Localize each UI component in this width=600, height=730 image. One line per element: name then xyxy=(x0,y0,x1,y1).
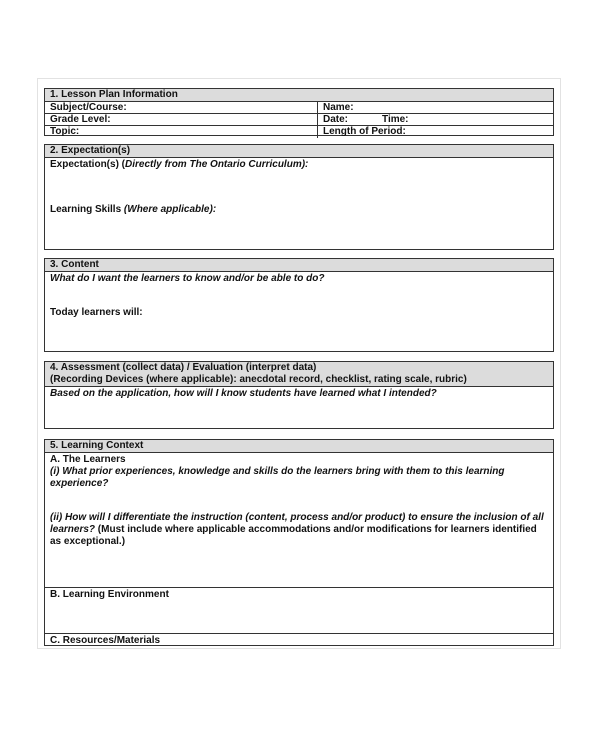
section-learning-context xyxy=(44,439,554,646)
info-row-3 xyxy=(45,126,553,138)
assessment-header-line-2: (Recording Devices (where applicable): anecdotal record, checklist, rating scale, rubric) xyxy=(50,374,467,385)
subject-course-label: Subject/Course: xyxy=(45,102,318,113)
prior-experiences-question: (i) What prior experiences, knowledge and skills do the learners bring with them to this learning experience? xyxy=(50,466,505,489)
section-lesson-plan-information xyxy=(44,88,554,136)
section-2-header: 2. Expectation(s) xyxy=(45,145,553,158)
info-row-1 xyxy=(45,102,553,114)
section-4-header xyxy=(45,362,553,387)
section-3-header: 3. Content xyxy=(45,259,553,272)
section-content xyxy=(44,258,554,352)
date-label: Date: xyxy=(323,114,349,125)
time-label: Time: xyxy=(382,114,409,125)
content-question: What do I want the learners to know and/or be able to do? xyxy=(50,273,325,284)
learners-title: A. The Learners xyxy=(50,454,126,465)
learning-skills-prompt: Learning Skills (Where applicable): xyxy=(50,204,217,215)
section-assessment xyxy=(44,361,554,429)
section-1-header: 1. Lesson Plan Information xyxy=(45,89,553,102)
expectations-body xyxy=(45,158,553,216)
resources-subsection xyxy=(45,633,553,647)
resources-materials-title: C. Resources/Materials xyxy=(50,635,161,646)
learning-environment-subsection xyxy=(45,587,553,633)
date-time-labels xyxy=(318,114,553,125)
assessment-body xyxy=(45,387,553,400)
assessment-question: Based on the application, how will I know students have learned what I intended? xyxy=(50,388,437,399)
name-label: Name: xyxy=(323,102,354,113)
info-row-2 xyxy=(45,114,553,126)
differentiation-question: (ii) How will I differentiate the instruction (content, process and/or product) to ensure the inclusion of all learners? (Must include where applicable accommodations and/or modifications for learners identified as exceptional.) xyxy=(50,512,544,547)
content-body xyxy=(45,272,553,319)
grade-level-label: Grade Level: xyxy=(45,114,318,125)
expectations-prompt: Expectation(s) (Directly from The Ontario Curriculum): xyxy=(50,159,309,170)
length-of-period-label: Length of Period: xyxy=(323,126,406,137)
section-5-header: 5. Learning Context xyxy=(45,440,553,453)
today-learners-will-prompt: Today learners will: xyxy=(50,307,143,318)
assessment-header-line-1: 4. Assessment (collect data) / Evaluation (interpret data) xyxy=(50,362,317,373)
section-expectations xyxy=(44,144,554,250)
learners-subsection xyxy=(45,453,553,587)
learning-environment-title: B. Learning Environment xyxy=(50,589,169,600)
topic-label: Topic: xyxy=(45,126,318,138)
